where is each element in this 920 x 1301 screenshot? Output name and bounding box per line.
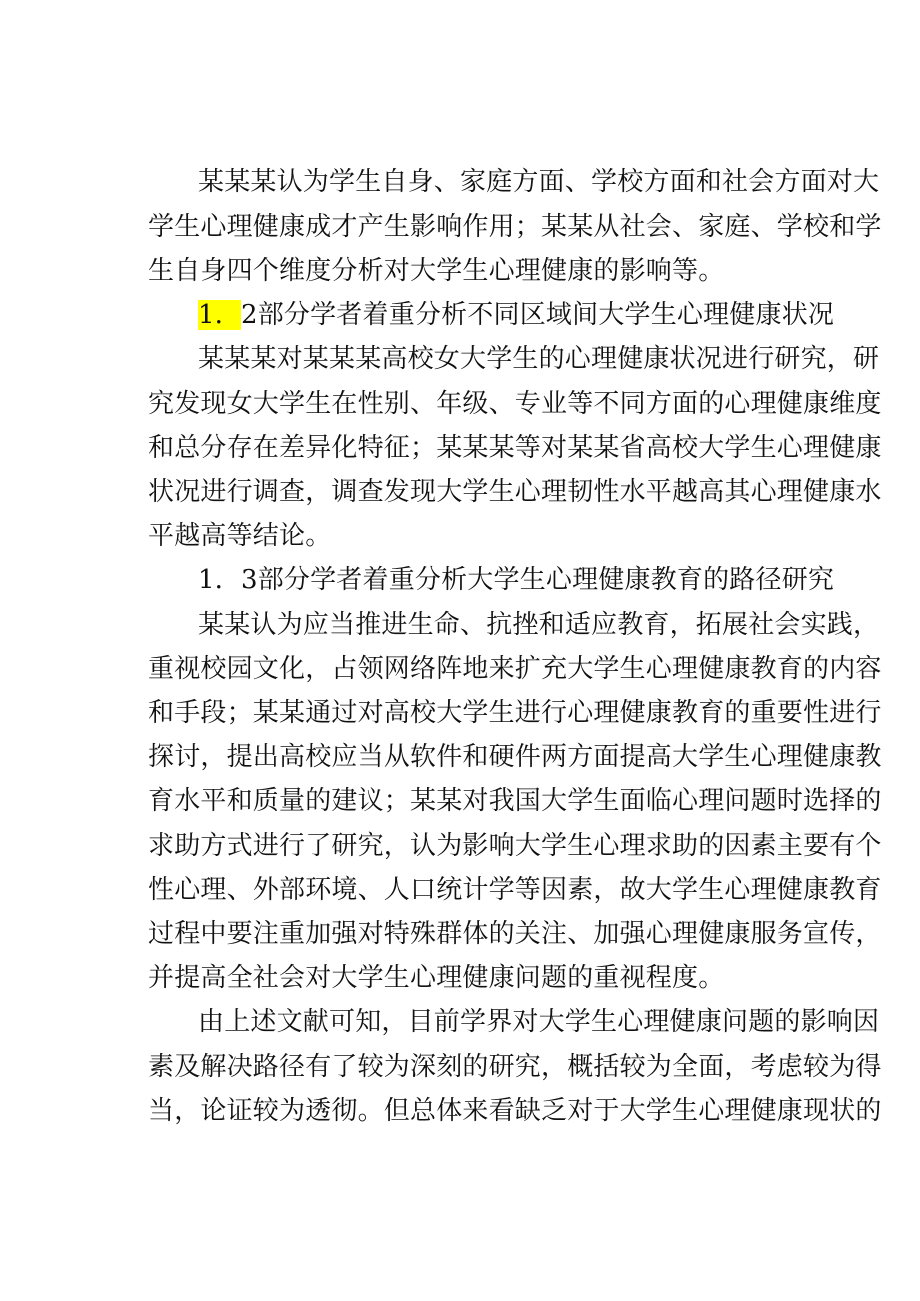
paragraph-4-line-2: 素及解决路径有了较为深刻的研究，概括较为全面，考虑较为得 (148, 1052, 882, 1082)
section-heading-1-3 (198, 562, 834, 598)
paragraph-3-line-1: 某某认为应当推进生命、抗挫和适应教育，拓展社会实践， (198, 610, 880, 640)
paragraph-2-line-2: 究发现女大学生在性别、年级、专业等不同方面的心理健康维度 (148, 389, 882, 419)
paragraph-3-line-3: 和手段；某某通过对高校大学生进行心理健康教育的重要性进行 (148, 698, 882, 728)
section-number-rest: 2 (240, 300, 258, 330)
paragraph-3-line-7: 性心理、外部环境、人口统计学等因素，故大学生心理健康教育 (148, 875, 882, 905)
paragraph-1-line-2: 学生心理健康成才产生影响作用；某某从社会、家庭、学校和学 (148, 212, 882, 242)
paragraph-3-line-9: 并提高全社会对大学生心理健康问题的重视程度。 (148, 963, 725, 993)
paragraph-1-line-3: 生自身四个维度分析对大学生心理健康的影响等。 (148, 256, 725, 286)
paragraph-1-line-1: 某某某认为学生自身、家庭方面、学校方面和社会方面对大 (198, 167, 880, 197)
paragraph-3-line-4: 探讨，提出高校应当从软件和硬件两方面提高大学生心理健康教 (148, 742, 882, 772)
paragraph-3-line-5: 育水平和质量的建议；某某对我国大学生面临心理问题时选择的 (148, 786, 882, 816)
paragraph-2-line-4: 状况进行调查，调查发现大学生心理韧性水平越高其心理健康水 (148, 477, 882, 507)
paragraph-4-line-1: 由上述文献可知，目前学界对大学生心理健康问题的影响因 (198, 1007, 880, 1037)
section-number: 1．3 (198, 565, 258, 595)
paragraph-3-line-2: 重视校园文化，占领网络阵地来扩充大学生心理健康教育的内容 (148, 654, 882, 684)
paragraph-2-line-5: 平越高等结论。 (148, 521, 332, 551)
section-heading-title: 部分学者着重分析大学生心理健康教育的路径研究 (257, 565, 835, 595)
paragraph-2-line-3: 和总分存在差异化特征；某某某等对某某省高校大学生心理健康 (148, 433, 882, 463)
section-heading-title: 部分学者着重分析不同区域间大学生心理健康状况 (257, 300, 835, 330)
highlighted-section-number: 1． (198, 300, 241, 330)
paragraph-4-line-3: 当，论证较为透彻。但总体来看缺乏对于大学生心理健康现状的 (148, 1096, 882, 1126)
paragraph-3-line-8: 过程中要注重加强对特殊群体的关注、加强心理健康服务宣传， (148, 919, 882, 949)
paragraph-3-line-6: 求助方式进行了研究，认为影响大学生心理求助的因素主要有个 (148, 831, 882, 861)
section-heading-1-2 (198, 297, 834, 333)
paragraph-2-line-1: 某某某对某某某高校女大学生的心理健康状况进行研究，研 (198, 344, 880, 374)
